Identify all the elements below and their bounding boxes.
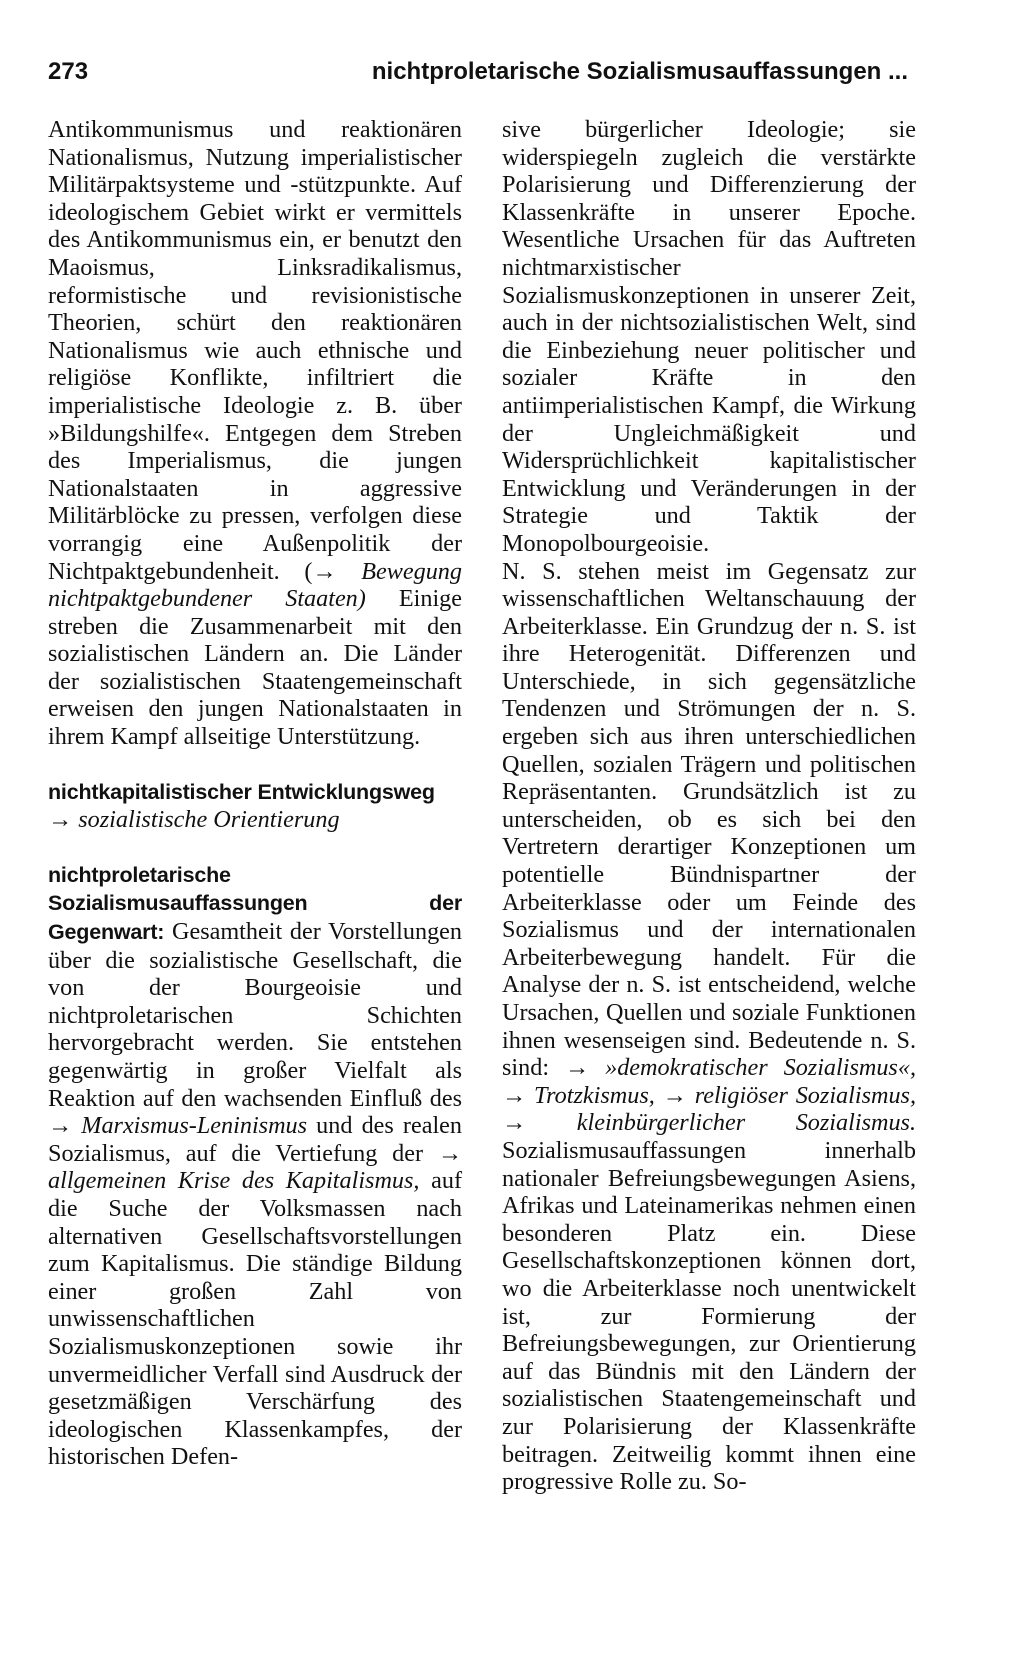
cross-reference: sozialistische Orientierung	[78, 806, 340, 834]
cross-reference: religiöser Sozialismus,	[694, 1081, 917, 1109]
entry-headword: nichtkapitalistischer Entwicklungsweg	[48, 779, 435, 804]
right-column	[502, 116, 916, 1496]
cross-reference: »demokratischer Sozialismus«,	[605, 1054, 916, 1082]
cross-reference-arrow: →	[48, 1112, 73, 1140]
entry-nichtproletarische-sozialismusauffassungen	[48, 861, 462, 1471]
cross-reference-arrow: →	[312, 557, 337, 585]
running-head: nichtproletarische Sozialismusauffassungen ...	[371, 58, 908, 85]
cross-reference: Bewegung nichtpaktgebundener Staaten)	[48, 557, 462, 613]
continued-paragraph: sive bürgerlicher Ideologie; sie widerspiegeln zugleich die verstärkte Polarisierung und Differenzierung der Klassenkräfte in unserer Epoche. Wesentliche Ursachen für das Auftreten nichtmarxistischer Sozialismuskonzeptionen in unserer Zeit, auch in der nichtsozialistischen Welt, sind die Einbeziehung neuer politischer und sozialer Kräfte in den antiimperialistischen Kampf, die Wirkung der Ungleichmäßigkeit und Widersprüchlichkeit kapitalistischer Entwicklung und Veränderungen in der Strategie und Taktik der Monopolbourgeoisie.	[502, 116, 916, 557]
text-run: Sozialismusauffassungen innerhalb nationaler Befreiungsbewegungen Asiens, Afrikas und Lateinamerikas nehmen einen besonderen Platz ein. Diese Gesellschaftskonzeptionen können dort, wo die Arbeiterklasse noch unentwickelt ist, zur Formierung der Befreiungsbewegungen, zur Orientierung auf das Bündnis mit den Ländern der sozialistischen Staatengemeinschaft und zur Polarisierung der Klassenkräfte beitragen. Zeitweilig kommt ihnen eine progressive Rolle zu. So-	[502, 1136, 916, 1496]
entry-headword: nichtproletarische Sozialismusauffassungen der Gegenwart:	[48, 862, 462, 945]
text-run: Gesamtheit der Vorstellungen über die sozialistische Gesellschaft, die von der Bourgeoisie und nichtproletarischen Schichten hervorgebracht werden. Sie entstehen gegenwärtig in großer Vielfalt als Reaktion auf den wachsenden Einfluß des	[48, 918, 462, 1112]
entry-nichtkapitalistischer-entwicklungsweg	[48, 778, 462, 834]
cross-reference-arrow: →	[662, 1081, 687, 1109]
page-number: 273	[48, 58, 89, 85]
cross-reference: kleinbürgerlicher Sozialismus.	[576, 1109, 916, 1137]
cross-reference-arrow: →	[502, 1109, 527, 1137]
text-run: Antikommunismus und reaktionären Nationalismus, Nutzung imperialistischer Militärpaktsysteme und -stützpunkte. Auf ideologischem Gebiet wirkt er vermittels des Antikommunismus ein, er benutzt den Maoismus, Linksradikalismus, reformistische und revisionistische Theorien, schürt den reaktionären Nationalismus wie auch ethnische und religiöse Konflikte, infiltriert die imperialistische Ideologie z. B. über »Bildungshilfe«. Entgegen dem Streben des Imperialismus, die jungen Nationalstaaten in aggressive Militärblöcke zu pressen, verfolgen diese vorrangig eine Außenpolitik der Nichtpaktgebundenheit. (	[48, 116, 462, 585]
cross-reference-arrow: →	[48, 806, 73, 834]
cross-reference-arrow: →	[502, 1081, 527, 1109]
continued-paragraph	[48, 116, 462, 751]
text-run: und des realen Sozialismus, auf die Vertiefung der	[48, 1112, 462, 1167]
cross-reference-arrow: →	[564, 1054, 590, 1082]
page-header	[48, 58, 908, 98]
text-run: Einige streben die Zusammenarbeit mit den sozialistischen Ländern an. Die Länder der sozialistischen Staatengemeinschaft erweisen den jungen Nationalstaaten in ihrem Kampf allseitige Unterstützung.	[48, 585, 462, 751]
cross-reference-arrow: →	[437, 1139, 462, 1167]
text-run: N. S. stehen meist im Gegensatz zur wissenschaftlichen Weltanschauung der Arbeiterklasse. Ein Grundzug der n. S. ist ihre Heterogenität. Differenzen und Unterschiede, in sich gegensätzliche Tendenzen und Strömungen der n. S. ergeben sich aus ihren unterschiedlichen Quellen, sozialen Trägern und politischen Repräsentanten. Grundsätzlich ist zu unterscheiden, ob es sich bei den Vertretern derartiger Konzeptionen um potentielle Bündnispartner der Arbeiterklasse oder um Feinde des Sozialismus und der internationalen Arbeiterbewegung handelt. Für die Analyse der n. S. ist entscheidend, welche Ursachen, Quellen und soziale Funktionen ihnen wesenseigen sind. Bedeutende n. S. sind:	[502, 557, 916, 1082]
cross-reference: allgemeinen Krise des Kapitalismus,	[48, 1167, 420, 1195]
paragraph	[502, 558, 916, 1496]
text-run: auf die Suche der Volksmassen nach alternativen Gesellschaftsvorstellungen zum Kapitalismus. Die ständige Bildung einer großen Zahl von unwissenschaftlichen Sozialismuskonzeptionen sowie ihr unvermeidlicher Verfall sind Ausdruck der gesetzmäßigen Verschärfung des ideologischen Klassenkampfes, der historischen Defen-	[48, 1167, 462, 1471]
left-column	[48, 116, 462, 1471]
cross-reference: Marxismus-Leninismus	[81, 1112, 308, 1140]
cross-reference: Trotzkismus,	[534, 1081, 655, 1109]
